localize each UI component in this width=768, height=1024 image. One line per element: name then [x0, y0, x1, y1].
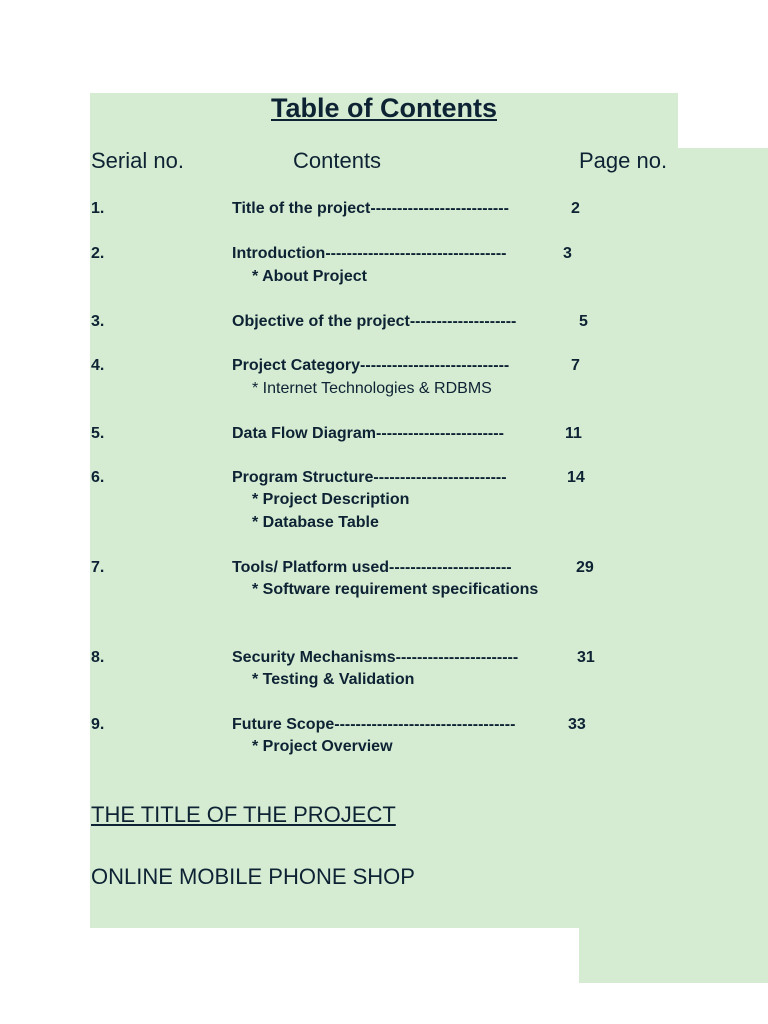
entry-page: 2	[571, 200, 580, 217]
entry-label: Title of the project--------------------------	[232, 200, 509, 217]
entry-label: Security Mechanisms-----------------------	[232, 649, 519, 666]
entry-subitem: * Project Description	[252, 491, 410, 508]
toc-entry	[0, 200, 768, 220]
entry-page: 33	[568, 716, 586, 733]
entry-subitem: * Project Overview	[252, 738, 393, 755]
toc-entry	[0, 313, 768, 333]
entry-number: 8.	[91, 649, 105, 666]
entry-number: 3.	[91, 313, 105, 330]
entry-subitem: * Database Table	[252, 514, 379, 531]
entry-page: 14	[567, 469, 585, 486]
header-contents: Contents	[293, 148, 382, 173]
entry-label: Tools/ Platform used-----------------------	[232, 559, 512, 576]
entry-number: 1.	[91, 200, 105, 217]
entry-number: 4.	[91, 357, 105, 374]
section-title: THE TITLE OF THE PROJECT	[91, 802, 396, 827]
entry-subitem: * Software requirement specifications	[252, 581, 539, 598]
toc-entry	[0, 559, 768, 579]
entry-label: Introduction----------------------------------	[232, 245, 507, 262]
entry-page: 3	[563, 245, 572, 262]
entry-page: 31	[577, 649, 595, 666]
entry-page: 29	[576, 559, 594, 576]
header-page: Page no.	[579, 148, 768, 983]
entry-page: 7	[571, 357, 580, 374]
project-name: ONLINE MOBILE PHONE SHOP	[91, 864, 415, 889]
entry-page: 11	[565, 425, 582, 442]
entry-number: 5.	[91, 425, 105, 442]
header-serial: Serial no.	[91, 148, 184, 173]
entry-label: Program Structure-------------------------	[232, 469, 507, 486]
entry-label: Project Category----------------------------	[232, 357, 510, 374]
toc-entry	[0, 716, 768, 736]
toc-entry	[0, 357, 768, 377]
entry-number: 6.	[91, 469, 105, 486]
entry-subitem: * Testing & Validation	[252, 671, 415, 688]
entry-page: 5	[579, 313, 588, 330]
page-title: Table of Contents	[271, 93, 497, 123]
entry-number: 2.	[91, 245, 105, 262]
entry-label: Future Scope----------------------------------	[232, 716, 516, 733]
toc-entry	[0, 469, 768, 489]
entry-label: Data Flow Diagram------------------------	[232, 425, 504, 442]
entry-subitem: * About Project	[252, 268, 367, 285]
entry-label: Objective of the project--------------------	[232, 313, 517, 330]
toc-entry	[0, 649, 768, 669]
entry-subitem: * Internet Technologies & RDBMS	[252, 380, 492, 397]
entry-number: 9.	[91, 716, 105, 733]
toc-entry	[0, 245, 768, 265]
toc-entry	[0, 425, 768, 445]
entry-number: 7.	[91, 559, 105, 576]
